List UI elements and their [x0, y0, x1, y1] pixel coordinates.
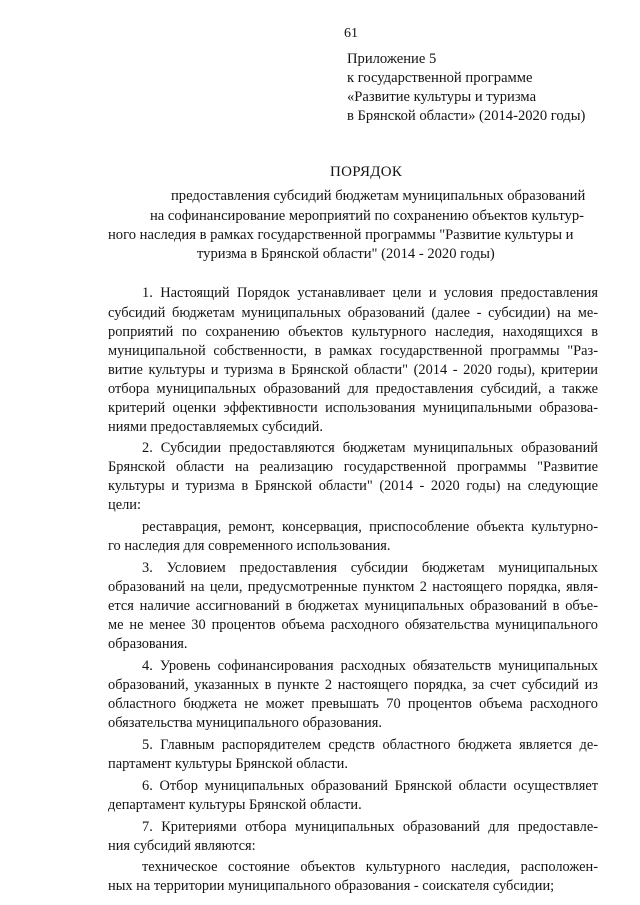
- subtitle-line: ного наследия в рамках государственной программы "Развитие культуры и: [108, 227, 574, 243]
- body-line: техническое состояние объектов культурного наследия, расположен-: [142, 859, 598, 875]
- body-line: 4. Уровень софинансирования расходных обязательств муниципальных: [142, 658, 598, 674]
- appendix-line: в Брянской области» (2014-2020 годы): [347, 108, 586, 124]
- body-line: ния субсидий являются:: [108, 838, 256, 854]
- appendix-block: [347, 50, 627, 126]
- appendix-line: к государственной программе: [347, 70, 533, 86]
- subtitle-line: туризма в Брянской области" (2014 - 2020 годы): [197, 246, 495, 262]
- body-line: 5. Главным распорядителем средств областного бюджета является де-: [142, 737, 598, 753]
- body-line: 3. Условием предоставления субсидии бюджетам муниципальных: [142, 560, 598, 576]
- body-line: критерий оценки эффективности использования муниципальными образова-: [108, 400, 598, 416]
- appendix-line: «Развитие культуры и туризма: [347, 89, 537, 105]
- title-heading: ПОРЯДОК: [330, 164, 403, 180]
- body-line: ме не менее 30 процентов объема расходного обязательства муниципального: [108, 617, 598, 633]
- body-line: субсидий бюджетам муниципальных образований (далее - субсидии) на ме-: [108, 305, 598, 321]
- body-line: ных на территории муниципального образования - соискателя субсидии;: [108, 878, 555, 894]
- body-line: 7. Критериями отбора муниципальных образований для предоставле-: [142, 819, 598, 835]
- body-line: витие культуры и туризма в Брянской области" (2014 - 2020 годы), критерии: [108, 362, 598, 378]
- body-line: ниями предоставляемых субсидий.: [108, 419, 323, 435]
- body-line: департамент культуры Брянской области.: [108, 797, 362, 813]
- body-line: обязательства муниципального образования.: [108, 715, 382, 731]
- body-line: роприятий по сохранению объектов культурного наследия, находящихся в: [108, 324, 598, 340]
- body-line: образований, указанных в пункте 2 настоящего порядка, за счет субсидий из: [108, 677, 598, 693]
- body-line: го наследия для современного использования.: [108, 538, 391, 554]
- body-line: муниципальной собственности, в рамках государственной программы "Раз-: [108, 343, 598, 359]
- body-line: образования.: [108, 636, 188, 652]
- page-number: 61: [344, 26, 358, 41]
- body-line: Брянской области на реализацию государственной программы "Развитие: [108, 459, 598, 475]
- body-line: культуры и туризма в Брянской области" (2014 - 2020 годы) на следующие: [108, 478, 598, 494]
- body-line: образований на цели, предусмотренные пунктом 2 настоящего порядка, явля-: [108, 579, 598, 595]
- subtitle-line: на софинансирование мероприятий по сохранению объектов культур-: [150, 208, 585, 224]
- body-line: отбора муниципальных образований для предоставления субсидий, а также: [108, 381, 598, 397]
- body-line: областного бюджета не может превышать 70 процентов объема расходного: [108, 696, 598, 712]
- body-line: 2. Субсидии предоставляются бюджетам муниципальных образований: [142, 440, 598, 456]
- appendix-line: Приложение 5: [347, 51, 437, 67]
- body-line: 1. Настоящий Порядок устанавливает цели и условия предоставления: [142, 285, 598, 301]
- body-line: ется наличие ассигнований в бюджетах муниципальных образований в объе-: [108, 598, 598, 614]
- body-line: 6. Отбор муниципальных образований Брянской области осуществляет: [142, 778, 598, 794]
- subtitle-line: предоставления субсидий бюджетам муниципальных образований: [171, 188, 586, 204]
- body-line: цели:: [108, 497, 141, 513]
- body-line: партамент культуры Брянской области.: [108, 756, 348, 772]
- body-line: реставрация, ремонт, консервация, приспособление объекта культурно-: [142, 519, 598, 535]
